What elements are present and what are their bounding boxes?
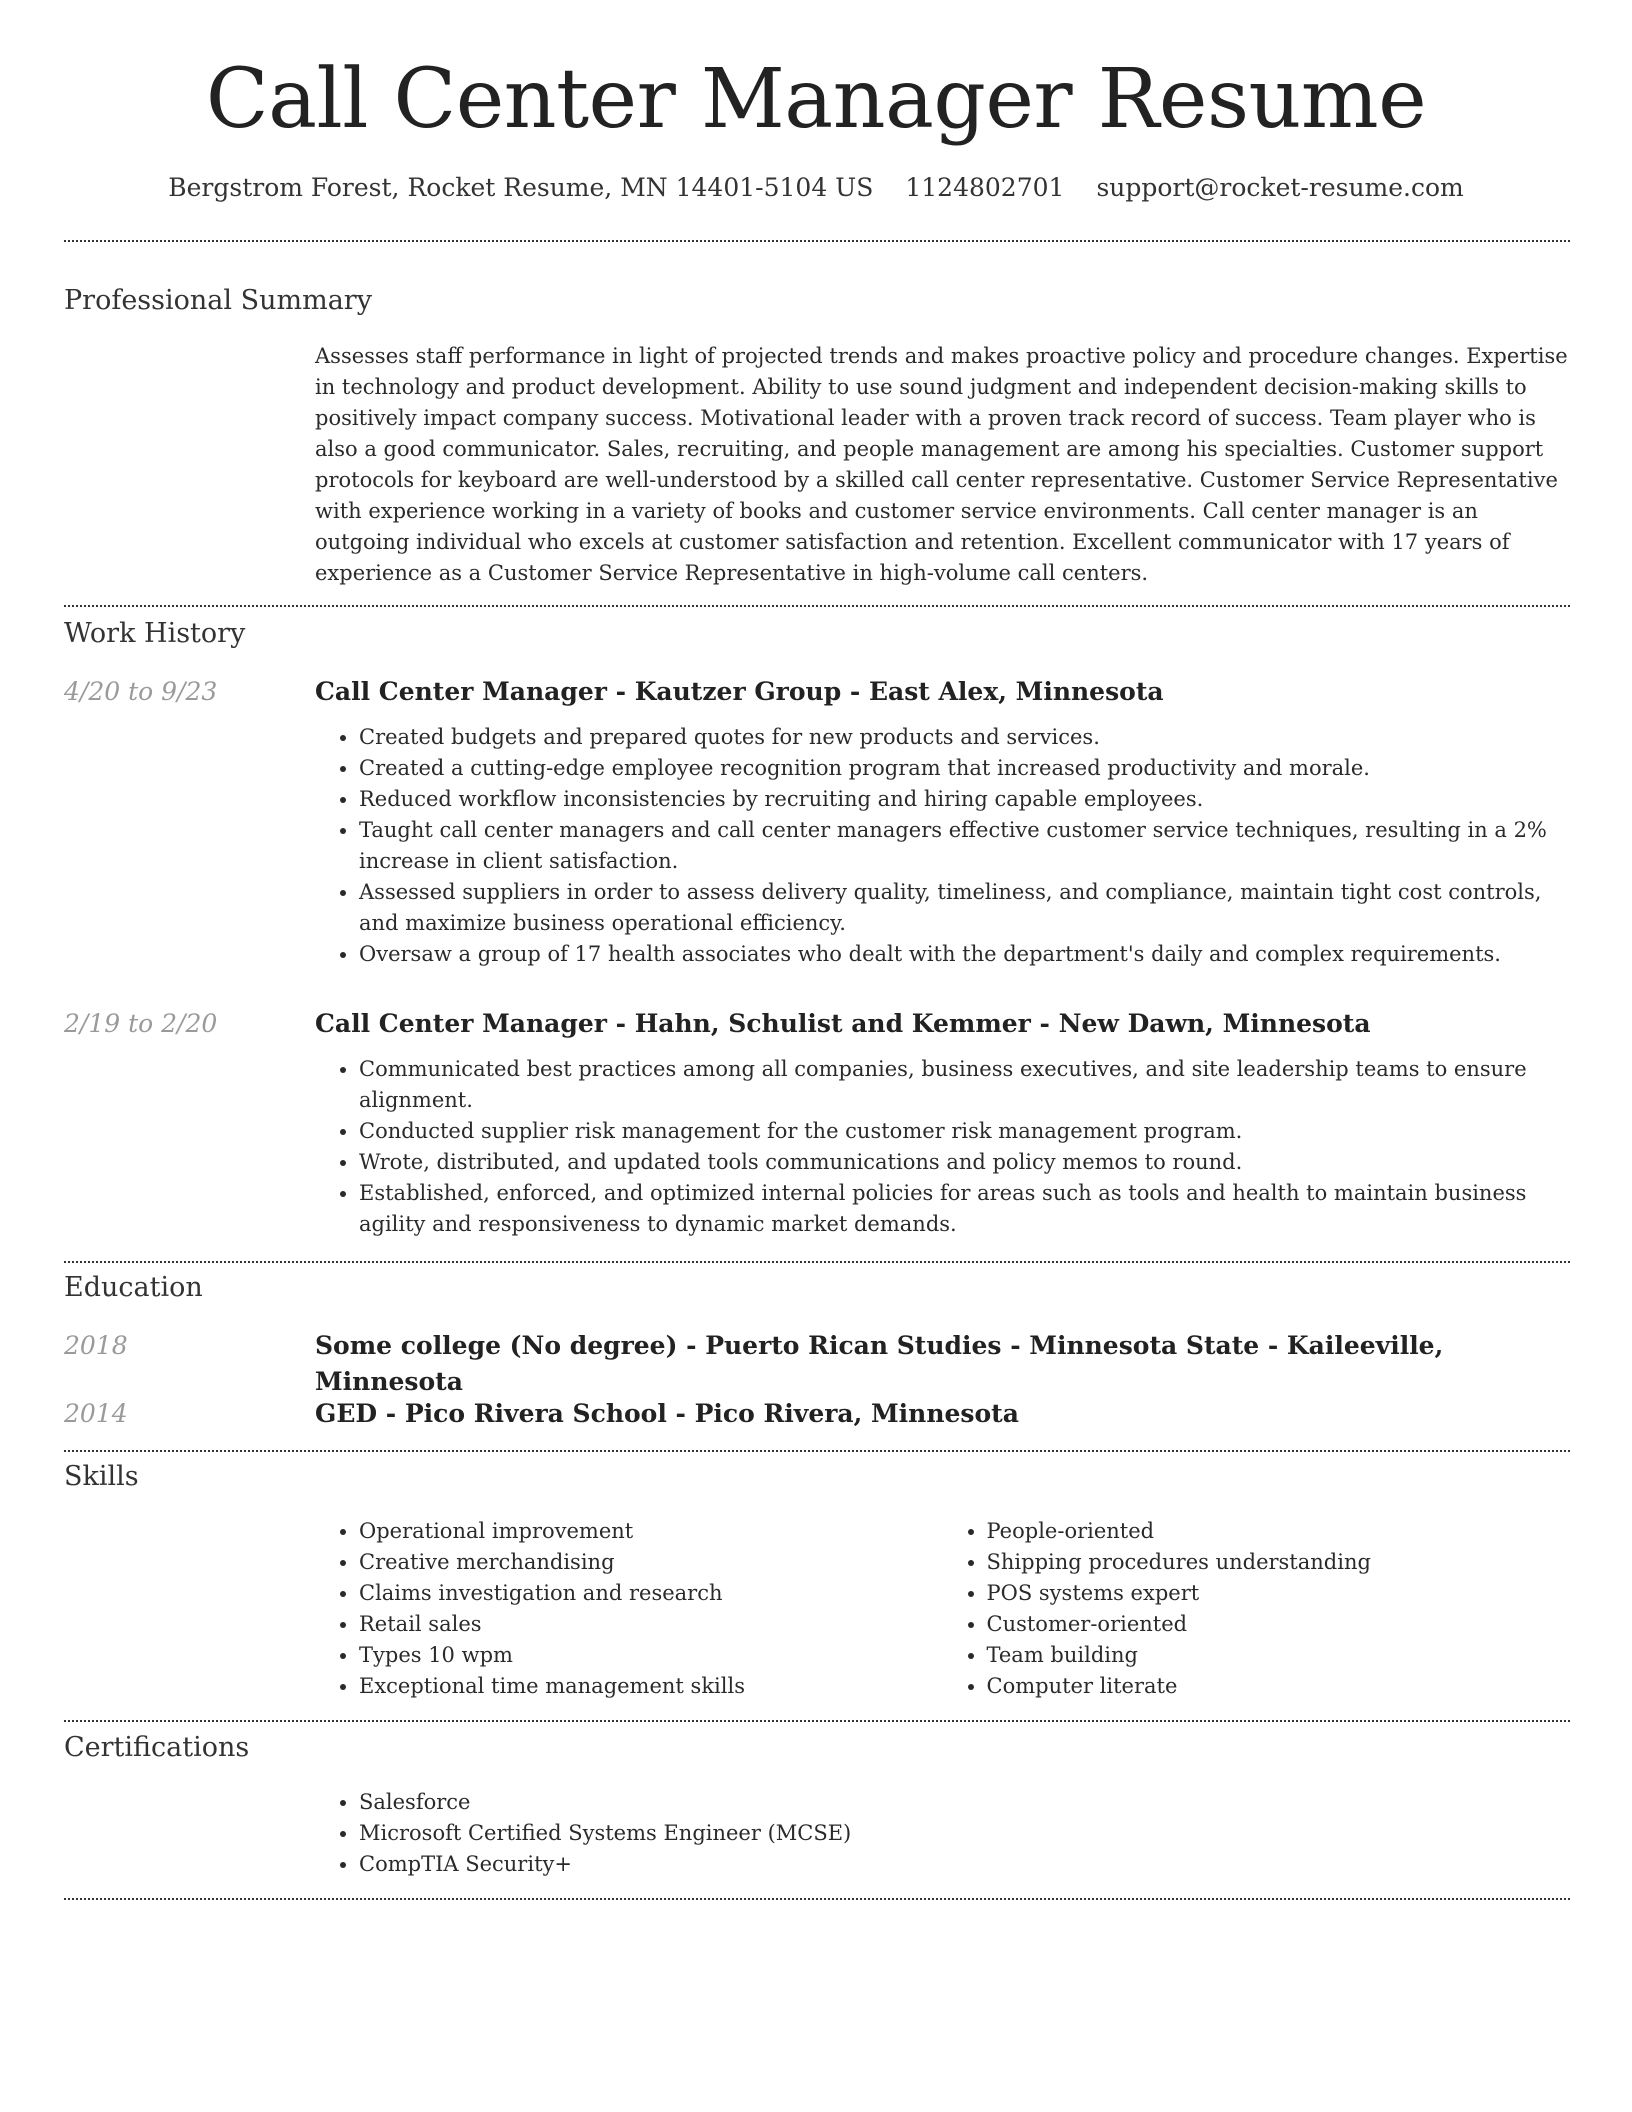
contact-email: support@rocket-resume.com [1096, 173, 1464, 202]
resume-title: Call Center Manager Resume [205, 52, 1427, 147]
job-bullet: • Reduced workflow inconsistencies by recruiting and hiring capable employees. [359, 784, 1570, 815]
job-bullet: • Established, enforced, and optimized internal policies for areas such as tools and health to maintain business agility and responsiveness to dynamic market demands. [359, 1178, 1570, 1240]
job-bullet: • Communicated best practices among all companies, business executives, and site leadership teams to ensure alignment. [359, 1054, 1570, 1116]
summary-block [315, 341, 1570, 589]
job-title: Call Center Manager - Kautzer Group - East Alex, Minnesota [315, 677, 1164, 706]
certifications-block [315, 1787, 1570, 1880]
skill-item: • Claims investigation and research [359, 1578, 943, 1609]
skills-list-left [315, 1516, 943, 1702]
job-bullets [315, 722, 1570, 970]
certification-item: • Microsoft Certified Systems Engineer (MCSE) [359, 1818, 1570, 1849]
certification-item: • Salesforce [359, 1787, 1570, 1818]
contact-phone: 1124802701 [905, 173, 1065, 202]
section-title-skills: Skills [64, 1461, 139, 1492]
education-entry [315, 1396, 1570, 1432]
summary-text: Assesses staff performance in light of projected trends and makes proactive policy and procedure changes. Expertise in technology and product development. Ability to use sound judgment and independent decision-making skills to positively impact company success. Motivational leader with a proven track record of success. Team player who is also a good communicator. Sales, recruiting, and people management are among his specialties. Customer support protocols for keyboard are well-understood by a skilled call center representative. Customer Service Representative with experience working in a variety of books and customer service environments. Call center manager is an outgoing individual who excels at customer satisfaction and retention. Excellent communicator with 17 years of experience as a Customer Service Representative in high-volume call centers. [315, 344, 1568, 585]
skill-item: • Team building [987, 1640, 1571, 1671]
certification-item: • CompTIA Security+ [359, 1849, 1570, 1880]
section-title-summary: Professional Summary [64, 285, 372, 316]
skill-item: • Operational improvement [359, 1516, 943, 1547]
section-title-work-history: Work History [64, 618, 246, 649]
job-bullet: • Conducted supplier risk management for the customer risk management program. [359, 1116, 1570, 1147]
education-text: Some college (No degree) - Puerto Rican Studies - Minnesota State - Kaileeville, Minnesota [315, 1331, 1444, 1396]
section-title-education: Education [64, 1272, 203, 1303]
skill-item: • Types 10 wpm [359, 1640, 943, 1671]
contact-address: Bergstrom Forest, Rocket Resume, MN 14401-5104 US [168, 173, 874, 202]
job-bullet: • Created a cutting-edge employee recognition program that increased productivity and morale. [359, 753, 1570, 784]
divider [64, 1898, 1570, 1900]
skill-item: • Exceptional time management skills [359, 1671, 943, 1702]
job-bullet: • Created budgets and prepared quotes for new products and services. [359, 722, 1570, 753]
divider [64, 240, 1570, 242]
divider [64, 1720, 1570, 1722]
job-dates: 2/19 to 2/20 [64, 1009, 218, 1038]
job-bullet: • Wrote, distributed, and updated tools communications and policy memos to round. [359, 1147, 1570, 1178]
skill-item: • POS systems expert [987, 1578, 1571, 1609]
education-year: 2014 [64, 1399, 128, 1428]
skills-list-right [943, 1516, 1571, 1702]
certifications-list [315, 1787, 1570, 1880]
job-bullet: • Taught call center managers and call center managers effective customer service techniques, resulting in a 2% increase in client satisfaction. [359, 815, 1570, 877]
divider [64, 1450, 1570, 1452]
education-entry [315, 1328, 1570, 1400]
skill-item: • Customer-oriented [987, 1609, 1571, 1640]
job-bullet: • Assessed suppliers in order to assess delivery quality, timeliness, and compliance, maintain tight cost controls, and maximize business operational efficiency. [359, 877, 1570, 939]
skill-item: • Creative merchandising [359, 1547, 943, 1578]
skills-block [315, 1516, 1570, 1702]
job-entry [315, 1006, 1570, 1240]
divider [64, 605, 1570, 607]
job-title: Call Center Manager - Hahn, Schulist and Kemmer - New Dawn, Minnesota [315, 1009, 1371, 1038]
contact-line [0, 170, 1632, 206]
job-dates: 4/20 to 9/23 [64, 677, 218, 706]
section-title-certifications: Certifications [64, 1732, 250, 1763]
job-entry [315, 674, 1570, 970]
job-bullets [315, 1054, 1570, 1240]
skill-item: • Computer literate [987, 1671, 1571, 1702]
divider [64, 1261, 1570, 1263]
education-text: GED - Pico Rivera School - Pico Rivera, Minnesota [315, 1399, 1019, 1428]
skill-item: • People-oriented [987, 1516, 1571, 1547]
skill-item: • Shipping procedures understanding [987, 1547, 1571, 1578]
skill-item: • Retail sales [359, 1609, 943, 1640]
education-year: 2018 [64, 1331, 128, 1360]
job-bullet: • Oversaw a group of 17 health associates who dealt with the department's daily and complex requirements. [359, 939, 1570, 970]
